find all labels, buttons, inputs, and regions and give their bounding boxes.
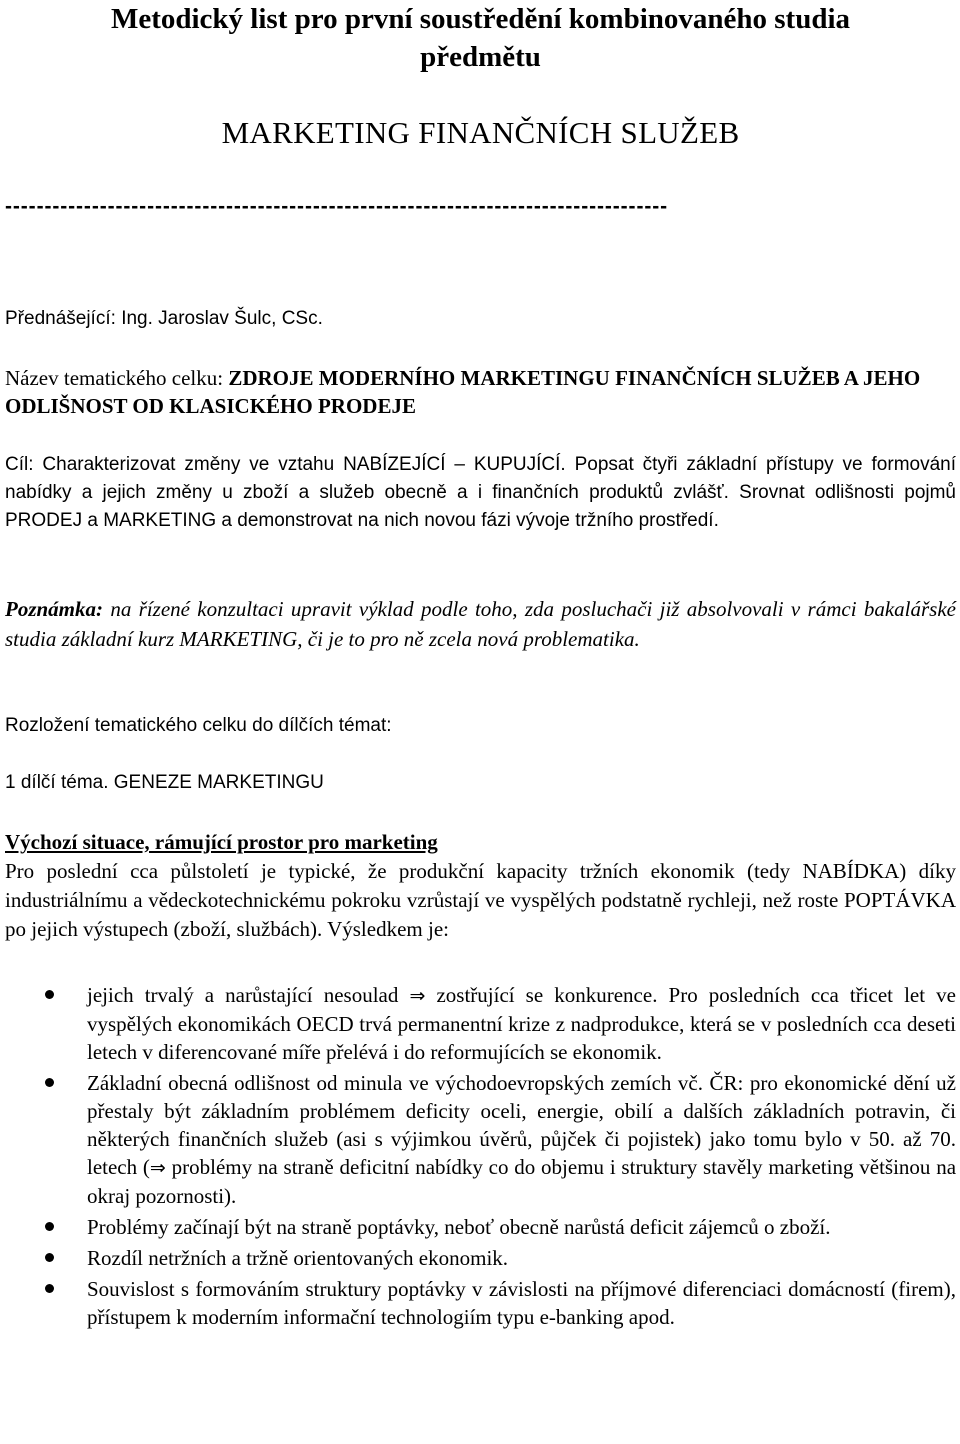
- lecturer-label: Přednášející:: [5, 308, 116, 329]
- bullet-list-container: [5, 981, 956, 1334]
- bullet-4-text: Rozdíl netržních a tržně orientovaných ekonomik.: [87, 1246, 509, 1270]
- subtopic-title: GENEZE MARKETINGU: [113, 772, 324, 793]
- topic-block: [5, 364, 956, 420]
- lecturer-line: [5, 305, 956, 333]
- bullet-list: [5, 981, 956, 1331]
- topic-label: Název tematického celku:: [5, 366, 224, 390]
- bullet-5-text: Souvislost s formováním struktury poptávky v závislosti na příjmové diferenciaci domácností (firem), přístupem k moderním informační technologiím typu e-banking apod.: [87, 1277, 956, 1329]
- section-heading: [5, 829, 956, 855]
- list-item: [5, 1244, 956, 1272]
- breakdown-line: Rozložení tematického celku do dílčích témat:: [5, 715, 392, 736]
- bullet-1-text-pre: jejich trvalý a narůstající nesoulad: [87, 983, 399, 1007]
- lecturer-name: Ing. Jaroslav Šulc, CSc.: [121, 308, 323, 329]
- topic-title: ZDROJE MODERNÍHO MARKETINGU FINANČNÍCH SLUŽEB A JEHO ODLIŠNOST OD KLASICKÉHO PRODEJE: [5, 366, 921, 418]
- note-block: [5, 594, 956, 654]
- list-item: [5, 1069, 956, 1210]
- divider-line: ------------------------------------------------------------------------------------: [5, 195, 669, 218]
- goal-block: [5, 451, 956, 535]
- note-label: Poznámka:: [5, 597, 104, 621]
- bullet-1-text-post: zostřující se konkurence. Pro posledních cca třicet let ve vyspělých ekonomikách OECD trvá permanentní krize z nadprodukce, která se v posledních cca deseti letech v diferencované míře přelévá i do reformujících se ekonomik.: [87, 983, 956, 1064]
- title-line-1: Metodický list pro první soustředění kombinovaného studia: [110, 3, 851, 35]
- bullet-icon: [45, 990, 54, 999]
- title-line-2: předmětu: [420, 41, 541, 73]
- goal-text-1: Charakterizovat změny ve vztahu NABÍZEJÍCÍ – KUPUJÍCÍ.: [42, 454, 566, 475]
- bullet-3-text: Problémy začínají být na straně poptávky, neboť obecně narůstá deficit zájemců o zboží.: [87, 1215, 831, 1239]
- document-title: [5, 0, 956, 76]
- list-item: [5, 1275, 956, 1331]
- section-heading-text: Výchozí situace, rámující prostor pro marketing: [5, 830, 438, 854]
- goal-label: Cíl:: [5, 454, 34, 475]
- implies-arrow-icon: ⇒: [409, 985, 426, 1007]
- bullet-icon: [45, 1253, 54, 1262]
- section-paragraph: Pro poslední cca půlstoletí je typické, že produkční kapacity tržních ekonomik (tedy NABÍDKA) díky industriálnímu a vědeckotechnickému pokroku vzrůstají ve vyspělých podstatně rychleji, než roste POPTÁVKA po jejich výstupech (zboží, službách). Výsledkem je:: [5, 859, 956, 941]
- bullet-icon: [45, 1078, 54, 1087]
- bullet-icon: [45, 1284, 54, 1293]
- list-item: [5, 981, 956, 1066]
- bullet-icon: [45, 1222, 54, 1231]
- bullet-2-text-post: problémy na straně deficitní nabídky co do objemu i struktury stavěly marketing většinou na okraj pozornosti).: [87, 1155, 957, 1208]
- document-page: [5, 0, 957, 1329]
- subtopic-number: 1 dílčí téma.: [5, 772, 109, 793]
- goal-text-3: Srovnat odlišnosti pojmů PRODEJ a MARKETING a demonstrovat na nich novou fázi vývoje tržního prostředí.: [5, 482, 956, 531]
- list-item: [5, 1213, 956, 1241]
- goal-text-2: Popsat čtyři základní přístupy ve formování nabídky a jejich změny u zboží a služeb obecně a i finančních produktů zvlášť.: [5, 454, 956, 503]
- note-text: na řízené konzultaci upravit výklad podle toho, zda posluchači již absolvovali v rámci bakalářské studia základní kurz MARKETING, či je to pro ně zcela nová problematika.: [5, 597, 956, 651]
- subtopic-heading: [5, 769, 956, 797]
- implies-arrow-icon: ⇒: [149, 1157, 166, 1179]
- bullet-2-text-pre: Základní obecná odlišnost od minula ve východoevropských zemích vč. ČR: pro ekonomické dění už přestaly být základním problémem deficity oceli, energie, obilí a dalších základních potravin, či některých finančních služeb (asi s výjimkou úvěrů, půjček či pojistek) jako tomu bylo v 50. až 70. letech (: [87, 1071, 956, 1179]
- subject-title: MARKETING FINANČNÍCH SLUŽEB: [221, 115, 740, 150]
